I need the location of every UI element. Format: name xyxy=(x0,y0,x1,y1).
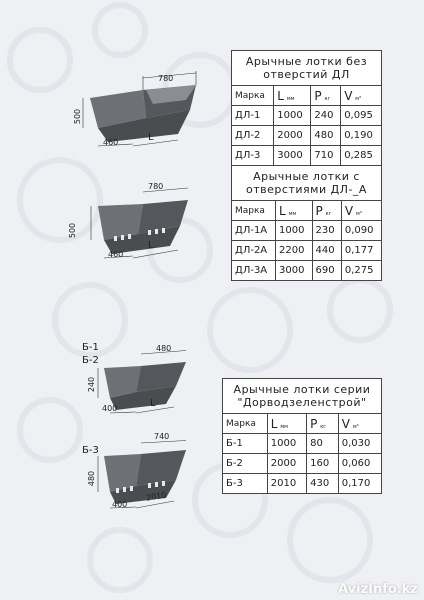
dim-bottom-label: 460 xyxy=(108,250,124,259)
dim-length-label: 2010 xyxy=(145,490,167,503)
table-row xyxy=(232,146,382,166)
header-volume: V м³ xyxy=(338,414,381,434)
dim-length-label: L xyxy=(148,240,154,251)
table-header-row xyxy=(223,414,382,434)
table-row xyxy=(232,126,382,146)
dim-top-label: 780 xyxy=(148,182,164,191)
cell-length: 3000 xyxy=(274,146,311,166)
cell-weight: 710 xyxy=(311,146,341,166)
cell-length: 2200 xyxy=(276,241,313,261)
cell-weight: 430 xyxy=(307,474,339,494)
table-row xyxy=(223,474,382,494)
header-length: L мм xyxy=(276,201,313,221)
cell-weight: 240 xyxy=(311,106,341,126)
table-dl-a xyxy=(231,165,382,281)
table-row xyxy=(232,221,382,241)
cell-length: 2000 xyxy=(267,454,306,474)
dim-length-label: L xyxy=(150,398,156,409)
header-weight: P кг xyxy=(312,201,341,221)
header-mark: Марка xyxy=(232,201,276,221)
cell-mark: Б-3 xyxy=(223,474,268,494)
cell-volume: 0,275 xyxy=(341,261,381,281)
cell-weight: 690 xyxy=(312,261,341,281)
mark-label: Б-2 xyxy=(82,355,99,366)
cell-mark: ДЛ-1 xyxy=(232,106,274,126)
watermark: AvizInfo.kz xyxy=(338,582,418,597)
dim-bottom-label: 400 xyxy=(102,404,118,413)
cell-volume: 0,095 xyxy=(341,106,382,126)
cell-mark: Б-1 xyxy=(223,434,268,454)
table-header-row xyxy=(232,201,382,221)
table-dl xyxy=(231,50,382,166)
cell-mark: ДЛ-1А xyxy=(232,221,276,241)
cell-length: 1000 xyxy=(274,106,311,126)
table-title: Арычные лотки без отверстий ДЛ xyxy=(232,51,382,86)
dim-height-label: 500 xyxy=(68,222,78,239)
cell-length: 1000 xyxy=(276,221,313,241)
dim-length-label: L xyxy=(148,132,154,143)
table-dorvodzelenstroy xyxy=(222,378,382,494)
table-row xyxy=(223,454,382,474)
cell-weight: 440 xyxy=(312,241,341,261)
cell-volume: 0,030 xyxy=(338,434,381,454)
cell-volume: 0,060 xyxy=(338,454,381,474)
header-volume: V м³ xyxy=(341,86,382,106)
cell-length: 2010 xyxy=(267,474,306,494)
table-title: Арычные лотки серии "Дорводзеленстрой" xyxy=(223,379,382,414)
cell-volume: 0,285 xyxy=(341,146,382,166)
table-row xyxy=(223,434,382,454)
dim-top-label: 780 xyxy=(158,74,174,83)
cell-weight: 230 xyxy=(312,221,341,241)
header-weight: P кг xyxy=(307,414,339,434)
header-mark: Марка xyxy=(223,414,268,434)
cell-mark: ДЛ-3 xyxy=(232,146,274,166)
cell-mark: ДЛ-2 xyxy=(232,126,274,146)
header-length: L мм xyxy=(274,86,311,106)
mark-label: Б-1 xyxy=(82,342,99,353)
table-row xyxy=(232,241,382,261)
dim-bottom-label: 460 xyxy=(103,138,119,147)
header-weight: P кг xyxy=(311,86,341,106)
header-mark: Марка xyxy=(232,86,274,106)
cell-volume: 0,090 xyxy=(341,221,381,241)
dim-height-label: 480 xyxy=(87,470,97,487)
cell-mark: Б-2 xyxy=(223,454,268,474)
cell-volume: 0,170 xyxy=(338,474,381,494)
table-title: Арычные лотки с отверстиями ДЛ-_А xyxy=(232,166,382,201)
table-header-row xyxy=(232,86,382,106)
cell-mark: ДЛ-2А xyxy=(232,241,276,261)
dim-bottom-label: 400 xyxy=(112,500,128,509)
header-length: L мм xyxy=(267,414,306,434)
cell-volume: 0,177 xyxy=(341,241,381,261)
cell-volume: 0,190 xyxy=(341,126,382,146)
cell-mark: ДЛ-3А xyxy=(232,261,276,281)
dim-top-label: 740 xyxy=(154,432,170,441)
table-row xyxy=(232,261,382,281)
cell-length: 3000 xyxy=(276,261,313,281)
table-row xyxy=(232,106,382,126)
cell-weight: 160 xyxy=(307,454,339,474)
mark-label: Б-3 xyxy=(82,445,99,456)
header-volume: V м³ xyxy=(341,201,381,221)
dim-height-label: 240 xyxy=(87,376,97,393)
cell-length: 1000 xyxy=(267,434,306,454)
cell-weight: 480 xyxy=(311,126,341,146)
cell-length: 2000 xyxy=(274,126,311,146)
dim-top-label: 480 xyxy=(156,344,172,353)
cell-weight: 80 xyxy=(307,434,339,454)
dim-height-label: 500 xyxy=(73,108,83,125)
